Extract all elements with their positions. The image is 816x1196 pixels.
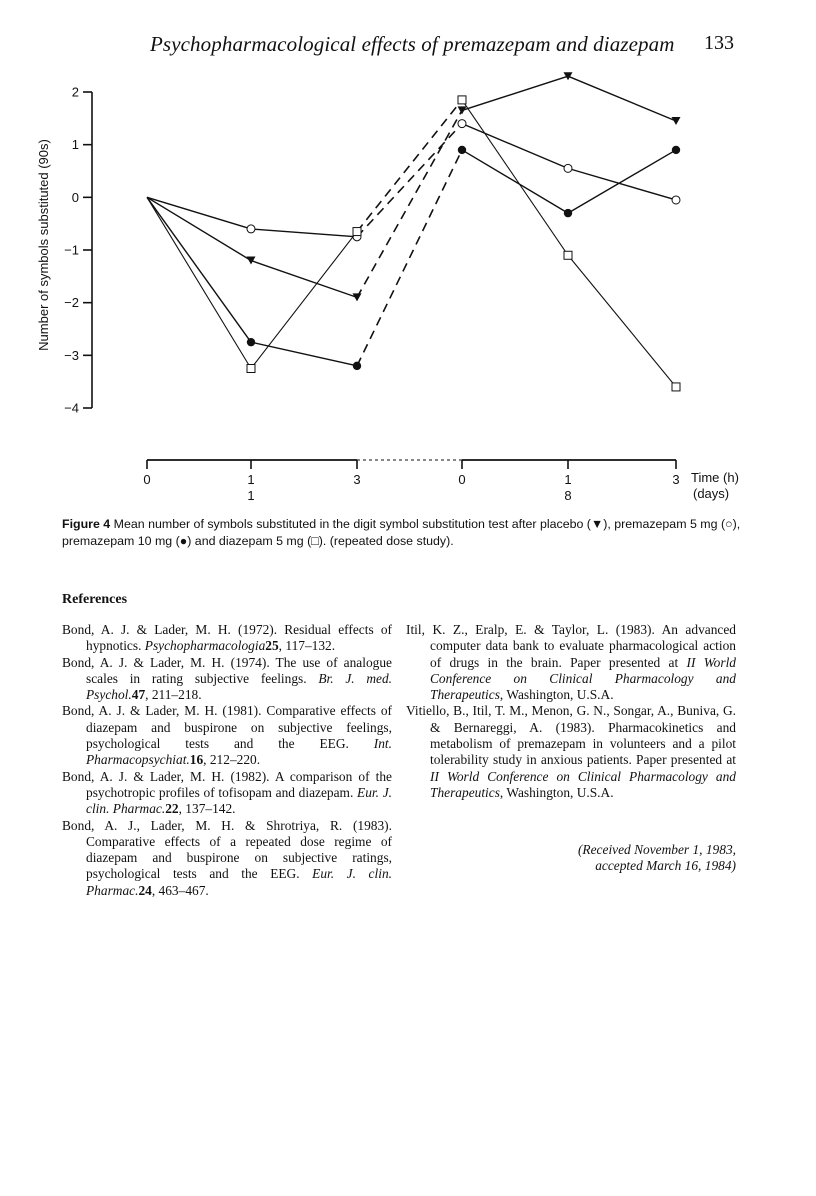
- placebo-point: [564, 72, 573, 80]
- series-segment: [568, 255, 676, 387]
- y-tick-label: 1: [71, 137, 79, 153]
- reference-journal: Eur. J. clin. Pharmac.: [86, 866, 392, 898]
- series-segment: [147, 197, 251, 260]
- days-axis-label: (days): [693, 486, 730, 501]
- time-tick-label: 0: [458, 472, 466, 487]
- diazepam-5mg-point: [458, 96, 466, 104]
- series-segment: [568, 76, 676, 121]
- series-premazepam-5-mg: [147, 120, 680, 241]
- series-segment: [462, 124, 568, 169]
- series-segment: [147, 197, 251, 342]
- series-segment: [357, 100, 462, 232]
- placebo-point: [353, 293, 362, 301]
- day-label-1: 1: [247, 488, 255, 503]
- received-note: [530, 842, 736, 875]
- reference-pages: , Washington, U.S.A.: [499, 784, 614, 800]
- reference-authors: Bond, A. J., Lader, M. H. & Shrotriya, R. (1983). Comparative effects of a repeated dose regime of diazepam and buspirone on subjective ratings, psychological tests and the EEG.: [62, 817, 392, 882]
- time-axis: [143, 460, 679, 503]
- series-segment: [568, 150, 676, 213]
- reference-journal: Eur. J. clin. Pharmac.: [86, 784, 392, 817]
- running-title: Psychopharmacological effects of premazepam and diazepam: [150, 32, 675, 56]
- reference-authors: Bond, A. J. & Lader, M. H. (1974). The use of analogue scales in rating subjective feelings.: [62, 654, 392, 686]
- reference-entry: [406, 703, 736, 801]
- reference-entry: [62, 818, 392, 899]
- premazepam-10mg-point: [353, 362, 361, 370]
- reference-pages: , 117–132.: [278, 638, 336, 654]
- premazepam-5mg-point: [564, 164, 572, 172]
- series-segment: [568, 168, 676, 200]
- reference-authors: Bond, A. J. & Lader, M. H. (1981). Comparative effects of diazepam and buspirone on subjective feelings, psychological tests and the EEG.: [62, 703, 392, 752]
- series-segment: [251, 261, 357, 298]
- caption-text: Mean number of symbols substituted in the digit symbol substitution test after placebo (▼), premazepam 5 mg (○), premazepam 10 mg (●) and diazepam 5 mg (□). (repeated dose study).: [62, 517, 741, 548]
- series-segment: [251, 229, 357, 237]
- series-segment: [357, 150, 462, 366]
- reference-pages: , Washington, U.S.A.: [499, 687, 614, 703]
- reference-volume: 24: [138, 882, 152, 898]
- series-segment: [251, 342, 357, 366]
- y-tick-label: −2: [64, 295, 79, 311]
- time-tick-label: 0: [143, 472, 151, 487]
- premazepam-5mg-point: [672, 196, 680, 204]
- y-tick-label: 2: [71, 84, 79, 100]
- y-axis: [64, 85, 92, 416]
- y-tick-label: −3: [64, 347, 79, 363]
- series-premazepam-10-mg: [147, 146, 680, 370]
- reference-pages: , 211–218.: [145, 687, 202, 703]
- premazepam-5mg-point: [458, 120, 466, 128]
- premazepam-10mg-point: [458, 146, 466, 154]
- reference-volume: 47: [131, 687, 146, 703]
- reference-volume: 22: [165, 801, 179, 817]
- reference-volume: 16: [189, 752, 204, 768]
- day-label-8: 8: [564, 488, 572, 503]
- reference-entry: [62, 655, 392, 704]
- reference-pages: , 137–142.: [178, 801, 236, 817]
- reference-authors: Vitiello, B., Itil, T. M., Menon, G. N., Songar, A., Buniva, G. & Bernareggi, A. (1983). Pharmacokinetics and metabolism of premazepam in volunteers and a pilot tolerability study in anxious patients. Paper presented at: [406, 703, 736, 768]
- y-tick-label: 0: [71, 189, 79, 205]
- page-number: 133: [704, 32, 734, 54]
- references-left-column: [62, 622, 392, 899]
- accepted-line: accepted March 16, 1984): [595, 858, 736, 874]
- placebo-point: [247, 257, 256, 265]
- series-layer: [147, 72, 681, 391]
- premazepam-10mg-point: [247, 338, 255, 346]
- series-segment: [462, 100, 568, 255]
- series-segment: [147, 197, 251, 229]
- y-axis-label: Number of symbols substituted (90s): [36, 139, 51, 351]
- diazepam-5mg-point: [247, 365, 255, 373]
- reference-journal: Br. J. med. Psychol.: [86, 670, 392, 703]
- y-tick-label: −1: [64, 242, 79, 258]
- reference-authors: Bond, A. J. & Lader, M. H. (1982). A comparison of the psychotropic profiles of tofisopam and diazepam.: [62, 768, 392, 800]
- placebo-point: [672, 117, 681, 125]
- time-axis-label: Time (h): [691, 470, 739, 485]
- y-tick-label: −4: [64, 400, 79, 416]
- reference-entry: [62, 703, 392, 768]
- reference-journal: II World Conference on Clinical Pharmacology and Therapeutics: [430, 654, 736, 703]
- figure-4-chart: [0, 60, 816, 510]
- series-segment: [462, 76, 568, 110]
- time-tick-label: 3: [672, 472, 680, 487]
- caption-label: Figure 4: [62, 517, 111, 531]
- time-tick-label: 1: [247, 472, 255, 487]
- references-right-column: [406, 622, 736, 801]
- time-tick-label: 1: [564, 472, 572, 487]
- reference-authors: Bond, A. J. & Lader, M. H. (1972). Residual effects of hypnotics.: [62, 622, 392, 654]
- series-segment: [147, 197, 251, 368]
- series-segment: [357, 124, 462, 237]
- reference-authors: Itil, K. Z., Eralp, E. & Taylor, L. (1983). An advanced computer data bank to evaluate pharmacological action of drugs in the brain. Paper presented at: [406, 622, 736, 670]
- time-tick-label: 3: [353, 472, 361, 487]
- reference-pages: , 463–467.: [151, 882, 209, 898]
- reference-volume: 25: [265, 638, 279, 654]
- diazepam-5mg-point: [353, 228, 361, 236]
- received-line: (Received November 1, 1983,: [577, 842, 736, 857]
- diazepam-5mg-point: [672, 383, 680, 391]
- reference-pages: , 212–220.: [203, 752, 261, 768]
- reference-journal: Int. Pharmacopsychiat.: [86, 736, 392, 768]
- series-segment: [462, 150, 568, 213]
- reference-journal: Psychopharmacologia: [144, 638, 266, 654]
- reference-entry: [62, 622, 392, 655]
- premazepam-10mg-point: [672, 146, 680, 154]
- placebo-point: [458, 106, 467, 114]
- reference-journal: II World Conference on Clinical Pharmacology and Therapeutics: [430, 768, 736, 800]
- premazepam-5mg-point: [247, 225, 255, 233]
- diazepam-5mg-point: [564, 251, 572, 259]
- premazepam-10mg-point: [564, 209, 572, 217]
- series-segment: [251, 232, 357, 369]
- reference-entry: [62, 769, 392, 818]
- figure-caption: [62, 516, 762, 550]
- series-placebo: [147, 72, 681, 301]
- references-heading: References: [62, 592, 128, 607]
- series-segment: [357, 110, 462, 297]
- reference-entry: [406, 622, 736, 703]
- series-diazepam-5-mg: [147, 96, 680, 391]
